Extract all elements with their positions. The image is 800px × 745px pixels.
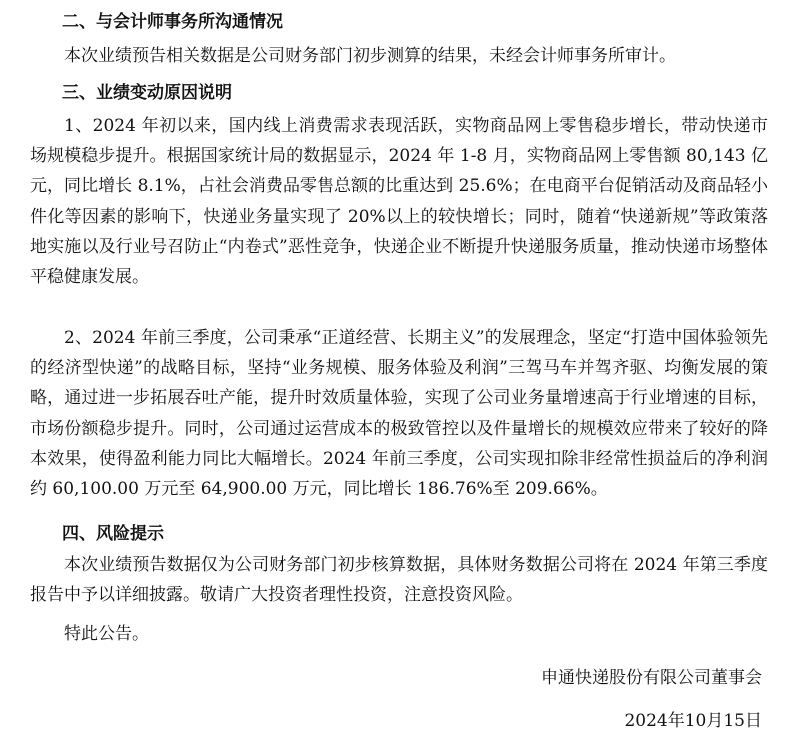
performance-reason-paragraph-1: 1、2024 年初以来，国内线上消费需求表现活跃，实物商品网上零售稳步增长，带动快递市场规模稳步提升。根据国家统计局的数据显示，2024 年 1-8 月，实物商品网上零售额 80,143 亿元，同比增长 8.1%，占社会消费品零售总额的比重达到 25.6%；在电商平台促销活动及商品轻小件化等因素的影响下，快递业务量实现了 20%以上的较快增长；同时，随着“快递新规”等政策落地实施以及行业号召防止“内卷式”恶性竞争，快递企业不断提升快递服务质量，推动快递市场整体平稳健康发展。 [30, 116, 768, 288]
risk-warning-paragraph: 本次业绩预告数据仅为公司财务部门初步核算数据，具体财务数据公司将在 2024 年第三季度报告中予以详细披露。敬请广大投资者理性投资，注意投资风险。 [30, 555, 768, 606]
closing-statement: 特此公告。 [64, 624, 149, 644]
signature-company: 申通快递股份有限公司董事会 [541, 668, 762, 688]
section-heading-risk-warning: 四、风险提示 [62, 524, 164, 544]
performance-reason-paragraph-2: 2、2024 年前三季度，公司秉承“正道经营、长期主义”的发展理念，坚定“打造中国体验领先的经济型快递”的战略目标，坚持“业务规模、服务体验及利润”三驾马车并驾齐驱、均衡发展的策略，通过进一步拓展吞吐产能，提升时效质量体验，实现了公司业务量增速高于行业增速的目标，市场份额稳步提升。同时，公司通过运营成本的极致管控以及件量增长的规模效应带来了较好的降本效果，使得盈利能力同比大幅增长。2024 年前三季度，公司实现扣除非经常性损益后的净利润约 60,100.00 万元至 64,900.00 万元，同比增长 186.76%至 209.66%。 [30, 328, 768, 500]
auditor-communication-paragraph: 本次业绩预告相关数据是公司财务部门初步测算的结果，未经会计师事务所审计。 [64, 46, 676, 66]
signature-date: 2024年10月15日 [624, 711, 762, 731]
section-heading-auditor-communication: 二、与会计师事务所沟通情况 [62, 12, 283, 32]
section-heading-performance-change-reasons: 三、业绩变动原因说明 [62, 83, 232, 103]
